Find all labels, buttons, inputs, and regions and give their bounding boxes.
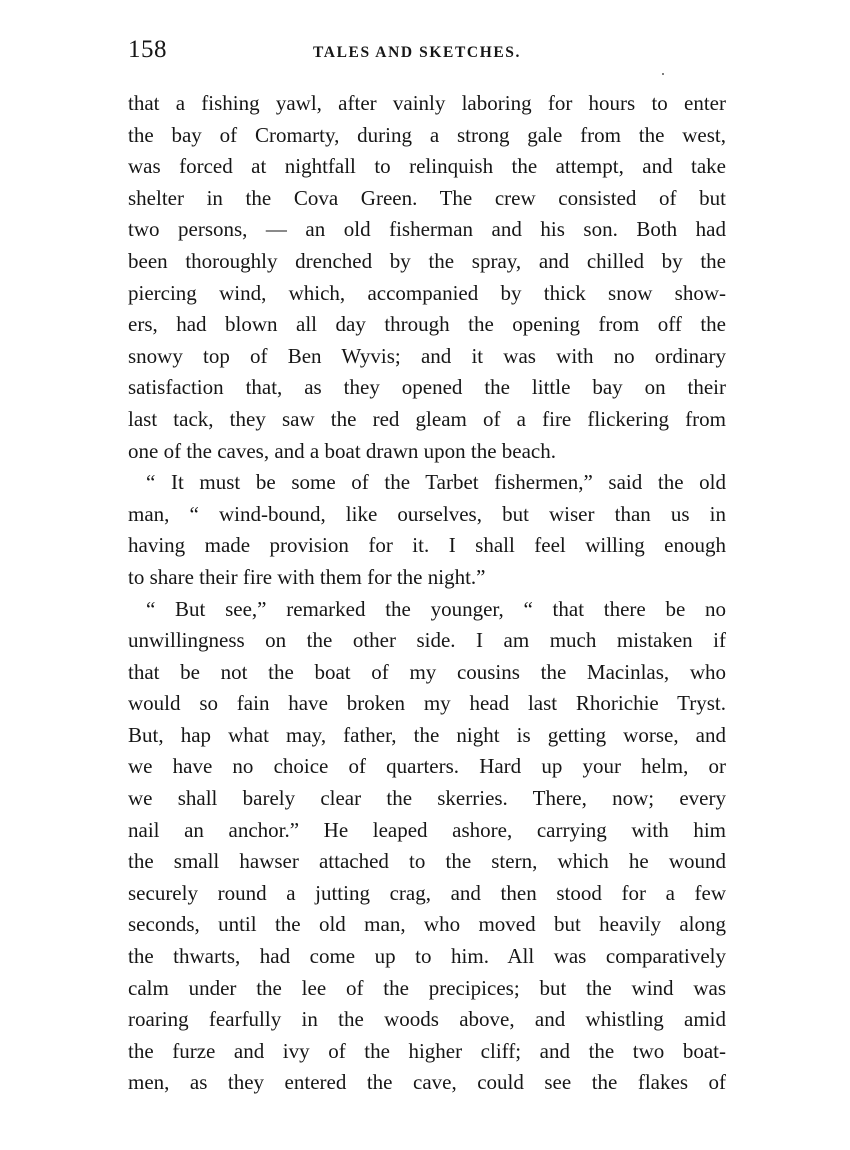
text-line: that be not the boat of my cousins the Macinlas, who xyxy=(128,659,726,684)
text-line: shelter in the Cova Green. The crew consisted of but xyxy=(128,185,726,210)
text-line: “ It must be some of the Tarbet fishermen,” said the old xyxy=(146,470,726,495)
text-line: last tack, they saw the red gleam of a fire flickering from xyxy=(128,406,726,431)
page-number: 158 xyxy=(128,36,167,63)
print-speck xyxy=(662,73,664,75)
text-line: that a fishing yawl, after vainly laboring for hours to enter xyxy=(128,91,726,115)
page-header xyxy=(128,36,728,70)
text-line: roaring fearfully in the woods above, and whistling amid xyxy=(128,1007,726,1032)
text-line: the furze and ivy of the higher cliff; and the two boat- xyxy=(128,1038,726,1063)
text-line: man, “ wind-bound, like ourselves, but wiser than us in xyxy=(128,501,726,526)
text-line: “ But see,” remarked the younger, “ that there be no xyxy=(146,596,726,621)
text-line: we shall barely clear the skerries. There, now; every xyxy=(128,786,726,811)
text-line: the bay of Cromarty, during a strong gale from the west, xyxy=(128,122,726,147)
text-line: the small hawser attached to the stern, which he wound xyxy=(128,849,726,874)
text-line: unwillingness on the other side. I am much mistaken if xyxy=(128,628,726,653)
text-line: the thwarts, had come up to him. All was comparatively xyxy=(128,944,726,969)
text-line: piercing wind, which, accompanied by thick snow show- xyxy=(128,280,726,305)
text-line: securely round a jutting crag, and then stood for a few xyxy=(128,880,726,905)
text-line: was forced at nightfall to relinquish the attempt, and take xyxy=(128,154,726,179)
text-line: ers, had blown all day through the opening from off the xyxy=(128,312,726,337)
running-title: TALES AND SKETCHES. xyxy=(313,44,521,61)
text-line: been thoroughly drenched by the spray, and chilled by the xyxy=(128,248,726,273)
text-line: one of the caves, and a boat drawn upon the beach. xyxy=(128,438,556,463)
text-line: nail an anchor.” He leaped ashore, carrying with him xyxy=(128,817,726,842)
text-line: seconds, until the old man, who moved but heavily along xyxy=(128,912,726,937)
text-line: men, as they entered the cave, could see the flakes of xyxy=(128,1070,726,1095)
text-line: we have no choice of quarters. Hard up your helm, or xyxy=(128,754,726,779)
text-line: But, hap what may, father, the night is getting worse, and xyxy=(128,722,726,747)
text-line: satisfaction that, as they opened the little bay on their xyxy=(128,375,726,400)
text-line: two persons, — an old fisherman and his son. Both had xyxy=(128,217,726,242)
text-line: would so fain have broken my head last Rhorichie Tryst. xyxy=(128,691,726,716)
body-text xyxy=(128,88,726,1099)
text-line: calm under the lee of the precipices; but the wind was xyxy=(128,975,726,1000)
text-line: snowy top of Ben Wyvis; and it was with no ordinary xyxy=(128,343,726,368)
text-line: having made provision for it. I shall feel willing enough xyxy=(128,533,726,558)
text-line: to share their fire with them for the night.” xyxy=(128,564,486,589)
